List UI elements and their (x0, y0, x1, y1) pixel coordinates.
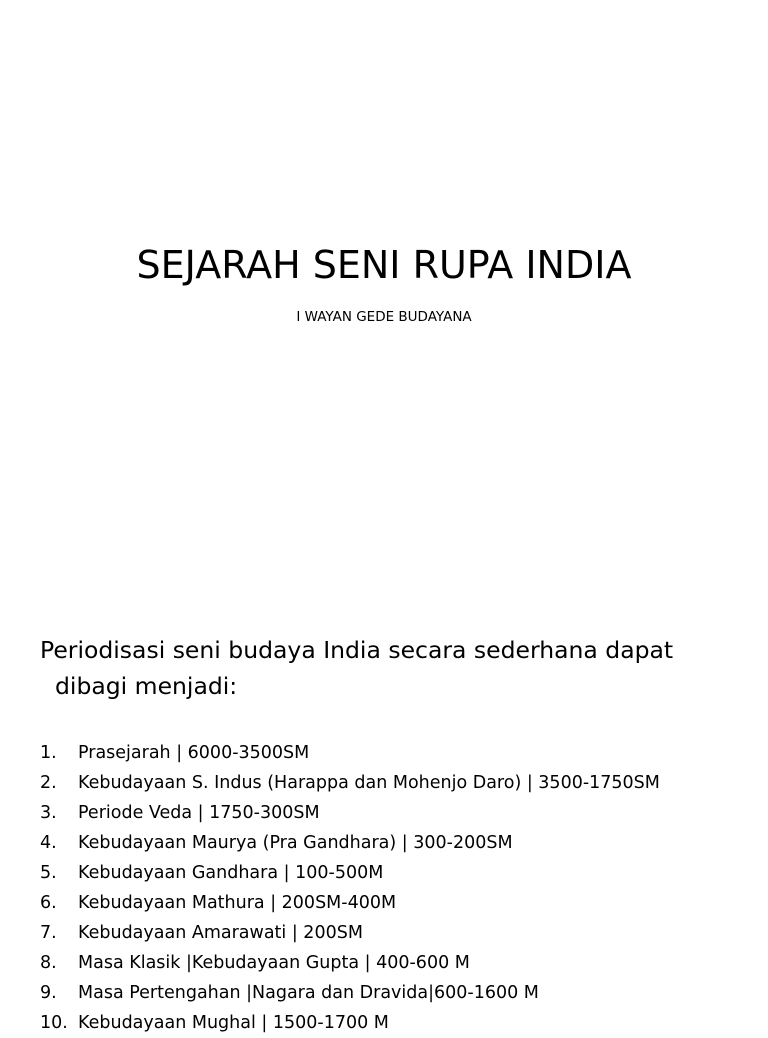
list-item (40, 948, 660, 978)
list-item (40, 1008, 660, 1038)
list-item-text: Prasejarah | 6000-3500SM (78, 743, 310, 763)
list-item-number: 5. (40, 863, 57, 883)
list-item (40, 978, 660, 1008)
intro-line-1: Periodisasi seni budaya India secara sederhana dapat (40, 636, 674, 664)
list-item-text: Masa Klasik |Kebudayaan Gupta | 400-600 M (78, 953, 470, 973)
intro-paragraph (40, 632, 730, 704)
list-item-number: 7. (40, 923, 57, 943)
list-item (40, 918, 660, 948)
period-list (40, 738, 660, 1038)
list-item (40, 858, 660, 888)
list-item-text: Kebudayaan Amarawati | 200SM (78, 923, 363, 943)
list-item-number: 6. (40, 893, 57, 913)
content-slide (0, 576, 768, 1033)
list-item (40, 768, 660, 798)
slide-title: SEJARAH SENI RUPA INDIA (136, 243, 632, 287)
list-item-text: Kebudayaan Mathura | 200SM-400M (78, 893, 397, 913)
list-item-text: Kebudayaan Maurya (Pra Gandhara) | 300-200SM (78, 833, 513, 853)
list-item-number: 9. (40, 983, 57, 1003)
list-item-number: 10. (40, 1013, 68, 1033)
list-item-text: Kebudayaan S. Indus (Harappa dan Mohenjo Daro) | 3500-1750SM (78, 773, 660, 793)
list-item-number: 4. (40, 833, 57, 853)
list-item (40, 828, 660, 858)
list-item (40, 888, 660, 918)
list-item-number: 2. (40, 773, 57, 793)
list-item-number: 3. (40, 803, 57, 823)
list-item-text: Kebudayaan Mughal | 1500-1700 M (78, 1013, 389, 1033)
intro-line-2: dibagi menjadi: (55, 672, 238, 700)
list-item-number: 8. (40, 953, 57, 973)
slide-author: I WAYAN GEDE BUDAYANA (296, 309, 472, 325)
list-item-number: 1. (40, 743, 57, 763)
list-item (40, 738, 660, 768)
list-item (40, 798, 660, 828)
list-item-text: Masa Pertengahan |Nagara dan Dravida|600-1600 M (78, 983, 539, 1003)
list-item-text: Periode Veda | 1750-300SM (78, 803, 320, 823)
list-item-text: Kebudayaan Gandhara | 100-500M (78, 863, 384, 883)
